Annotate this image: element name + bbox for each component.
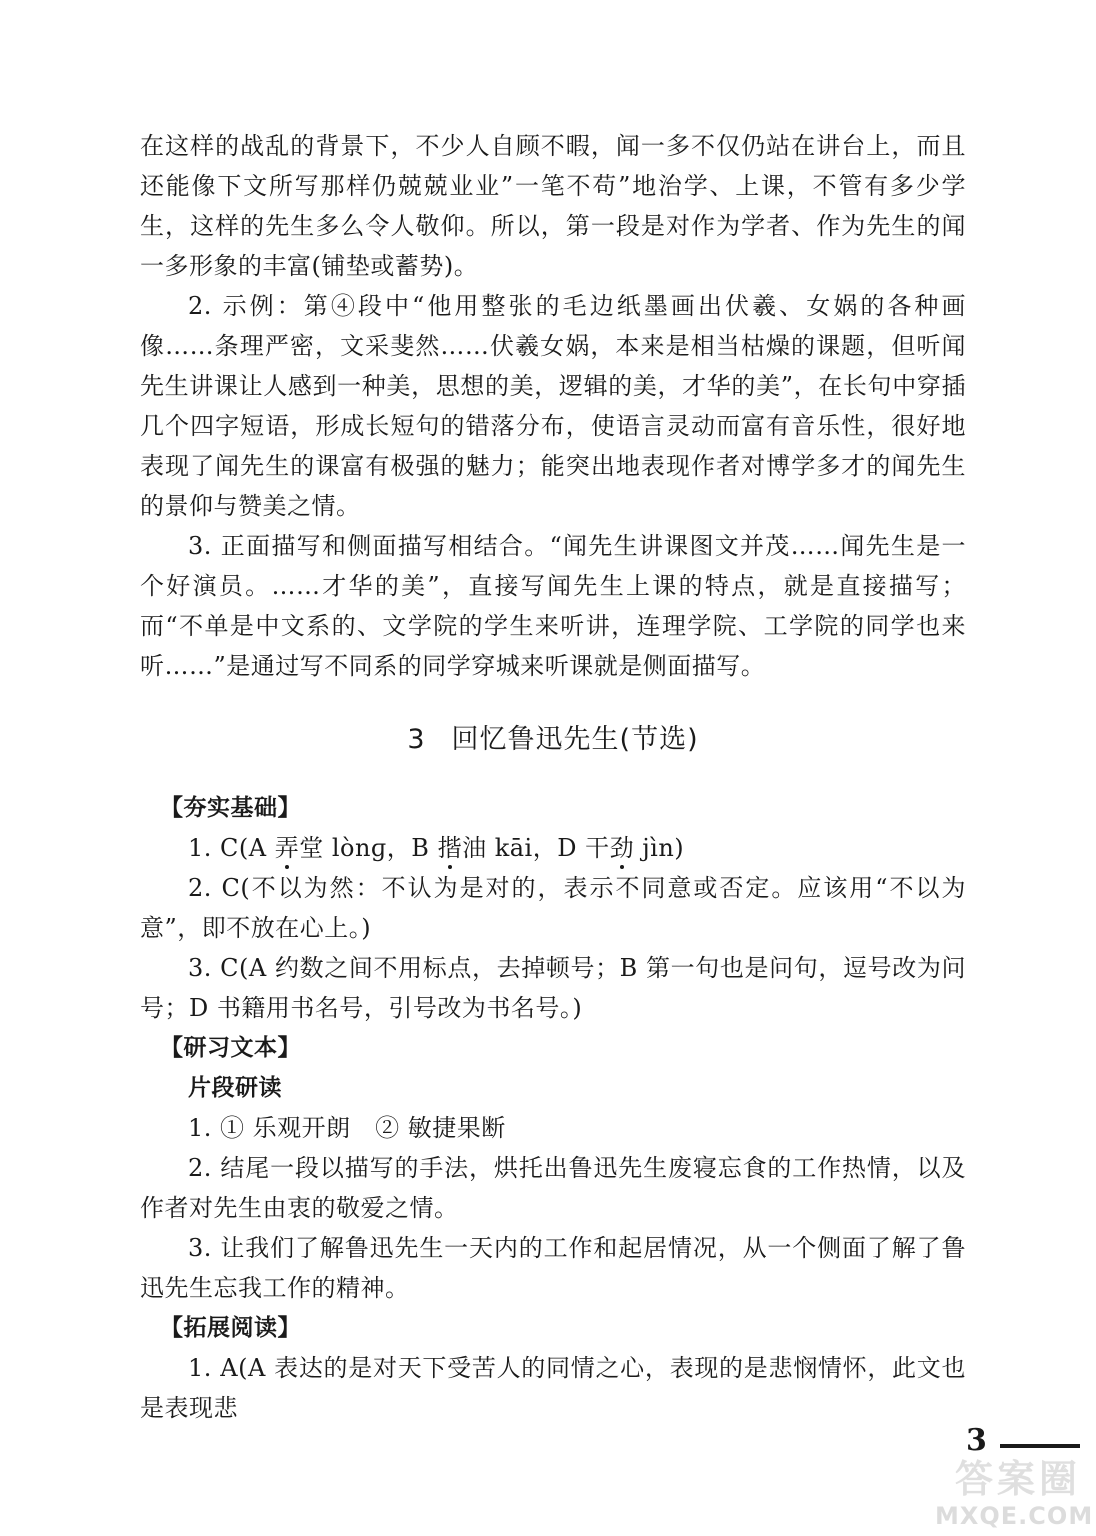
section-name: 回忆鲁迅先生(节选) <box>451 724 699 755</box>
heading-consolidate: 【夯实基础】 <box>160 795 301 821</box>
emphasis-char: 揩 <box>437 834 463 862</box>
subheading-fragment-reading: 片段研读 <box>188 1075 282 1101</box>
watermark-logo: 答案圈 <box>955 1457 1082 1501</box>
paragraph-continued: 在这样的战乱的背景下，不少人自顾不暇，闻一多不仅仍站在讲台上，而且还能像下文所写那样仍兢兢业业”一笔不苟”地治学、上课，不管有多少学生，这样的先生多么令人敬仰。所以，第一段是对作为学者、作为先生的闻一多形象的丰富(铺垫或蓄势)。 <box>140 132 966 280</box>
section-title <box>140 720 966 760</box>
study-item-1: 1. ① 乐观开朗 ② 敏捷果断 <box>188 1114 506 1142</box>
emphasis-char: 劲 <box>609 834 635 862</box>
watermark <box>905 1448 1094 1530</box>
heading-expand: 【拓展阅读】 <box>160 1315 301 1341</box>
watermark-url: MXQE.COM <box>935 1502 1094 1530</box>
consolidate-q1: 1. C(A 弄堂 lònɡ，B 揩油 kāi，D 干劲 jìn) <box>188 834 685 862</box>
section-number: 3 <box>407 724 426 755</box>
consolidate-q2: 2. C(不以为然：不认为是对的，表示不同意或否定。应该用“不以为意”，即不放在心上。) <box>140 874 966 942</box>
heading-study: 【研习文本】 <box>160 1035 301 1061</box>
answer-paragraph-2: 2. 示例：第④段中“他用整张的毛边纸墨画出伏羲、女娲的各种画像……条理严密，文采斐然……伏羲女娲，本来是相当枯燥的课题，但听闻先生讲课让人感到一种美，思想的美，逻辑的美，才华的美”，在长句中穿插几个四字短语，形成长短句的错落分布，使语言灵动而富有音乐性，很好地表现了闻先生的课富有极强的魅力；能突出地表现作者对博学多才的闻先生的景仰与赞美之情。 <box>140 292 966 520</box>
emphasis-char: 弄 <box>274 834 300 862</box>
answer-paragraph-3: 3. 正面描写和侧面描写相结合。“闻先生讲课图文并茂……闻先生是一个好演员。……才华的美”，直接写闻先生上课的特点，就是直接描写；而“不单是中文系的、文学院的学生来听讲，连理学院、工学院的同学也来听……”是通过写不同系的同学穿城来听课就是侧面描写。 <box>140 532 966 680</box>
study-item-2: 2. 结尾一段以描写的手法，烘托出鲁迅先生废寝忘食的工作热情，以及作者对先生由衷的敬爱之情。 <box>140 1154 966 1222</box>
page-number: 3 <box>966 1423 987 1458</box>
expand-q1: 1. A(A 表达的是对天下受苦人的同情之心，表现的是悲悯情怀，此文也是表现悲 <box>140 1354 966 1422</box>
consolidate-q3: 3. C(A 约数之间不用标点，去掉顿号；B 第一句也是问句，逗号改为问号；D 书籍用书名号，引号改为书名号。) <box>140 954 966 1022</box>
study-item-3: 3. 让我们了解鲁迅先生一天内的工作和起居情况，从一个侧面了解了鲁迅先生忘我工作的精神。 <box>140 1234 966 1302</box>
page-content <box>140 126 966 1428</box>
